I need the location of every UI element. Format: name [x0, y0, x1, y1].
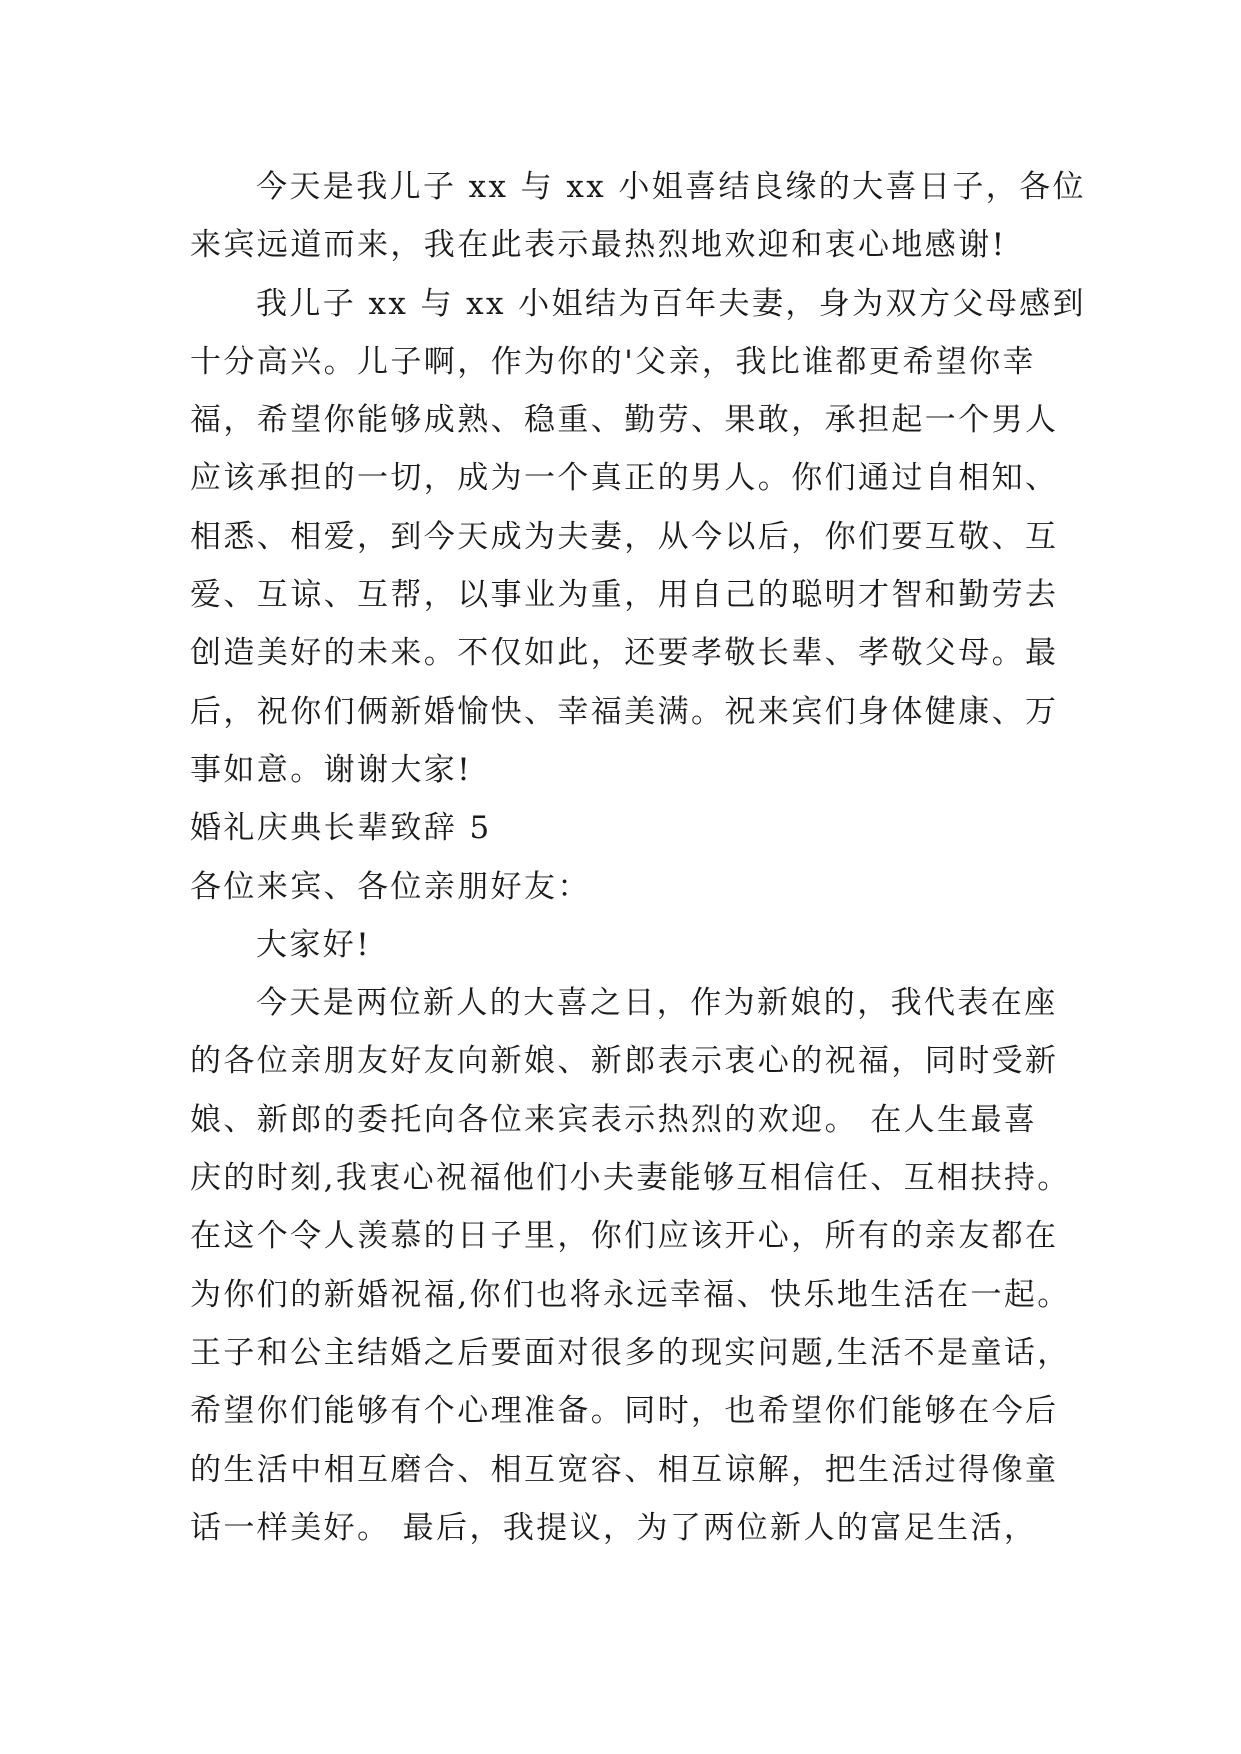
- text-line: 应该承担的一切，成为一个真正的男人。你们通过自相知、: [190, 460, 1059, 497]
- text-line: 王子和公主结婚之后要面对很多的现实问题,生活不是童话，: [190, 1334, 1071, 1371]
- text-line: 婚礼庆典长辈致辞 5: [190, 810, 492, 847]
- text-line: 事如意。谢谢大家!: [190, 751, 473, 788]
- text-line: 希望你们能够有个心理准备。同时，也希望你们能够在今后: [190, 1393, 1059, 1430]
- text-line: 今天是两位新人的大喜之日，作为新娘的，我代表在座: [256, 985, 1058, 1022]
- text-line: 创造美好的未来。不仅如此，还要孝敬长辈、孝敬父母。最: [190, 635, 1059, 672]
- text-line: 我儿子 xx 与 xx 小姐结为百年夫妻，身为双方父母感到: [256, 285, 1086, 322]
- document-body: [190, 158, 1086, 1557]
- text-line: 娘、新郎的委托向各位来宾表示热烈的欢迎。 在人生最喜: [190, 1101, 1038, 1138]
- text-line: 在这个令人羡慕的日子里，你们应该开心，所有的亲友都在: [190, 1218, 1059, 1255]
- text-line: 各位来宾、各位亲朋好友：: [190, 868, 591, 905]
- text-line: 爱、互谅、互帮，以事业为重，用自己的聪明才智和勤劳去: [190, 577, 1059, 614]
- text-line: 的各位亲朋友好友向新娘、新郎表示衷心的祝福，同时受新: [190, 1043, 1059, 1080]
- text-line: 话一样美好。 最后，我提议，为了两位新人的富足生活，: [190, 1509, 1038, 1546]
- text-line: 来宾远道而来，我在此表示最热烈地欢迎和衷心地感谢!: [190, 227, 1007, 264]
- text-line: 为你们的新婚祝福,你们也将永远幸福、快乐地生活在一起。: [190, 1276, 1071, 1313]
- text-line: 大家好!: [256, 926, 372, 963]
- text-line: 福，希望你能够成熟、稳重、勤劳、果敢，承担起一个男人: [190, 402, 1059, 439]
- text-line: 庆的时刻,我衷心祝福他们小夫妻能够互相信任、互相扶持。: [190, 1160, 1071, 1197]
- text-line: 的生活中相互磨合、相互宽容、相互谅解，把生活过得像童: [190, 1451, 1059, 1488]
- text-line: 今天是我儿子 xx 与 xx 小姐喜结良缘的大喜日子，各位: [256, 169, 1086, 205]
- text-line: 相悉、相爱，到今天成为夫妻，从今以后，你们要互敬、互: [190, 518, 1059, 555]
- text-line: 后，祝你们俩新婚愉快、幸福美满。祝来宾们身体健康、万: [190, 693, 1059, 730]
- text-line: 十分高兴。儿子啊，作为你的'父亲，我比谁都更希望你幸: [190, 343, 1036, 380]
